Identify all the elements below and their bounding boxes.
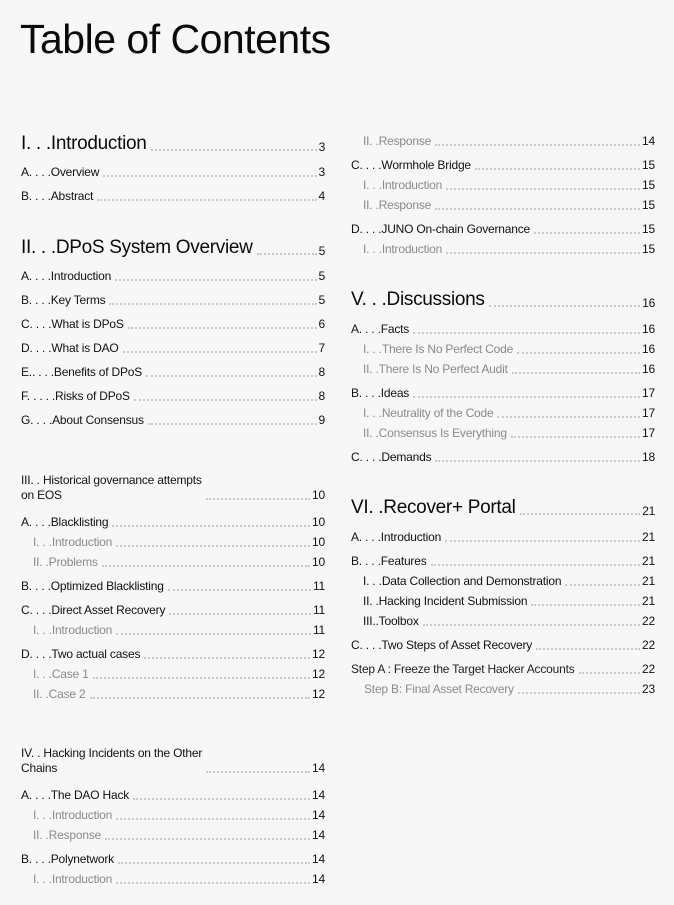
entry-number: C. . . . <box>351 158 382 172</box>
entry-label: Direct Asset Recovery <box>51 603 166 617</box>
entry-label: Key Terms <box>50 293 106 307</box>
page-number: 8 <box>318 365 325 379</box>
dot-leader <box>97 199 316 201</box>
page-number: 21 <box>642 554 655 568</box>
entry-label: Response <box>378 134 432 148</box>
entry-number: B. . . . <box>21 579 51 593</box>
entry-label: Discussions <box>386 289 485 310</box>
dot-leader <box>531 604 640 606</box>
entry-number: II. . <box>363 594 379 608</box>
entry-number: I. . . <box>363 178 382 192</box>
entry-number: B. . . . <box>21 852 51 866</box>
toc-entry[interactable] <box>351 594 655 609</box>
entry-number: II. . <box>33 828 49 842</box>
entry-number: I. . . <box>363 574 382 588</box>
page-number: 12 <box>312 647 325 661</box>
page-title: Table of Contents <box>20 16 331 62</box>
toc-entry[interactable] <box>21 828 325 843</box>
page-number: 15 <box>642 158 655 172</box>
page-number: 14 <box>312 761 325 775</box>
entry-label: Optimized Blacklisting <box>50 579 164 593</box>
heading-line-1 <box>21 473 202 488</box>
entry-label: DPoS System Overview <box>55 237 253 258</box>
entry-number: C. . . . <box>351 638 382 652</box>
page-number: 14 <box>312 828 325 842</box>
entry-label: Introduction <box>51 808 113 822</box>
entry-label: Ideas <box>380 386 410 400</box>
toc-entry[interactable] <box>351 178 655 193</box>
entry-label: Data Collection and Demonstration <box>381 574 562 588</box>
page-number: 16 <box>642 296 655 310</box>
page-number: 22 <box>642 662 655 676</box>
dot-leader <box>123 351 317 353</box>
dot-leader <box>116 818 310 820</box>
dot-leader <box>151 149 317 151</box>
entry-number: II. . <box>363 362 379 376</box>
page-number: 17 <box>642 386 655 400</box>
page-number: 10 <box>312 488 325 502</box>
entry-number: III.. <box>363 614 379 628</box>
entry-number: E.. . . . <box>21 365 54 379</box>
entry-label: Historical governance attempts <box>42 473 202 487</box>
dot-leader <box>102 565 310 567</box>
toc-entry[interactable] <box>351 406 655 421</box>
toc-entry[interactable] <box>21 413 325 428</box>
toc-entry[interactable] <box>351 222 655 237</box>
page-number: 21 <box>642 594 655 608</box>
dot-leader <box>512 372 640 374</box>
entry-label-continued: Chains <box>21 761 58 775</box>
entry-number: II. . <box>33 555 49 569</box>
toc-entry[interactable] <box>21 293 325 308</box>
entry-number: II. . <box>33 687 49 701</box>
entry-number: I. . . <box>363 406 382 420</box>
entry-label: Step A : Freeze the Target Hacker Accounts <box>351 662 575 676</box>
toc-entry[interactable] <box>21 623 325 638</box>
page-number: 14 <box>312 788 325 802</box>
dot-leader <box>257 253 317 255</box>
toc-entry[interactable] <box>21 341 325 356</box>
entry-label: Features <box>380 554 427 568</box>
toc-section-heading[interactable] <box>21 237 325 259</box>
page-number: 17 <box>642 426 655 440</box>
toc-entry[interactable] <box>21 808 325 823</box>
dot-leader <box>116 545 310 547</box>
entry-label: Introduction <box>381 178 443 192</box>
toc-entry[interactable] <box>21 365 325 380</box>
entry-number: A. . . . <box>351 322 381 336</box>
page-number: 14 <box>312 808 325 822</box>
entry-number: C. . . . <box>21 603 52 617</box>
entry-number: I. . . <box>33 623 52 637</box>
entry-number: I. . . <box>33 667 52 681</box>
entry-number: C. . . . <box>21 317 52 331</box>
entry-number: A. . . . <box>21 165 51 179</box>
toc-entry[interactable] <box>21 555 325 570</box>
toc-section-heading[interactable] <box>351 289 655 311</box>
dot-leader <box>112 525 310 527</box>
entry-label: Risks of DPoS <box>55 389 130 403</box>
entry-label: Neutrality of the Code <box>381 406 494 420</box>
entry-number: II. . <box>363 426 379 440</box>
toc-entry[interactable] <box>21 872 325 887</box>
dot-leader <box>206 771 310 773</box>
dot-leader <box>116 882 310 884</box>
toc-entry[interactable] <box>351 158 655 173</box>
page-number: 12 <box>312 687 325 701</box>
page-number: 23 <box>642 682 655 696</box>
entry-label: Toolbox <box>378 614 419 628</box>
dot-leader <box>520 513 641 515</box>
page-number: 16 <box>642 342 655 356</box>
toc-entry[interactable] <box>21 317 325 332</box>
heading-text <box>21 473 202 503</box>
entry-number: I. . . <box>33 808 52 822</box>
dot-leader <box>517 352 640 354</box>
dot-leader <box>565 584 640 586</box>
entry-number: II. . <box>363 198 379 212</box>
entry-label: Step B: Final Asset Recovery <box>364 682 514 696</box>
page-number: 15 <box>642 198 655 212</box>
toc-entry[interactable] <box>21 389 325 404</box>
toc-entry[interactable] <box>21 165 325 180</box>
entry-label: Introduction <box>51 623 113 637</box>
dot-leader <box>511 436 640 438</box>
toc-entry[interactable] <box>351 322 655 337</box>
dot-leader <box>435 144 640 146</box>
page-number: 14 <box>312 852 325 866</box>
dot-leader <box>148 423 317 425</box>
entry-label: Introduction <box>380 530 442 544</box>
toc-entry[interactable] <box>21 788 325 803</box>
page-number: 14 <box>642 134 655 148</box>
entry-label: JUNO On-chain Governance <box>381 222 531 236</box>
entry-label: There Is No Perfect Audit <box>378 362 508 376</box>
entry-label: What is DPoS <box>51 317 124 331</box>
entry-label: Case 1 <box>51 667 89 681</box>
entry-number: I. . . <box>363 342 382 356</box>
dot-leader <box>413 396 640 398</box>
page-number: 4 <box>318 189 325 203</box>
toc-entry[interactable] <box>351 426 655 441</box>
entry-label: Facts <box>380 322 410 336</box>
toc-entry[interactable] <box>351 386 655 401</box>
entry-label: Overview <box>50 165 100 179</box>
page-number: 5 <box>318 269 325 283</box>
entry-label: Introduction <box>381 242 443 256</box>
dot-leader <box>105 838 310 840</box>
dot-leader <box>536 648 640 650</box>
entry-number: B. . . . <box>351 554 381 568</box>
entry-label: About Consensus <box>52 413 144 427</box>
toc-section-heading[interactable] <box>351 497 655 519</box>
entry-number: V. . . <box>351 289 387 310</box>
dot-leader <box>423 624 640 626</box>
entry-number: A. . . . <box>21 269 51 283</box>
dot-leader <box>435 460 640 462</box>
dot-leader <box>144 657 310 659</box>
dot-leader <box>518 692 640 694</box>
toc-entry[interactable] <box>21 579 325 594</box>
dot-leader <box>168 589 311 591</box>
entry-number: A. . . . <box>351 530 381 544</box>
page-number: 14 <box>312 872 325 886</box>
toc-entry[interactable] <box>21 515 325 530</box>
toc-entry[interactable] <box>351 242 655 257</box>
toc-entry[interactable] <box>351 530 655 545</box>
page-number: 11 <box>312 579 325 593</box>
page-number: 15 <box>642 242 655 256</box>
dot-leader <box>446 252 640 254</box>
entry-number: I. . . <box>363 242 382 256</box>
entry-label: Two Steps of Asset Recovery <box>381 638 533 652</box>
toc-section-heading[interactable] <box>21 732 325 776</box>
entry-label: Abstract <box>50 189 94 203</box>
dot-leader <box>445 540 640 542</box>
entry-number: A. . . . <box>21 515 51 529</box>
entry-label: Introduction <box>50 133 147 154</box>
entry-label: Response <box>48 828 102 842</box>
page-number: 18 <box>642 450 655 464</box>
dot-leader <box>116 633 311 635</box>
entry-label: Polynetwork <box>50 852 114 866</box>
page-number: 10 <box>312 535 325 549</box>
page-number: 7 <box>318 341 325 355</box>
entry-label: There Is No Perfect Code <box>381 342 514 356</box>
page-number: 8 <box>318 389 325 403</box>
entry-number: II. . . <box>21 237 56 258</box>
entry-label: Wormhole Bridge <box>381 158 471 172</box>
toc-entry[interactable] <box>21 687 325 702</box>
page-number: 22 <box>642 638 655 652</box>
entry-number: B. . . . <box>21 189 51 203</box>
dot-leader <box>446 188 640 190</box>
toc-entry[interactable] <box>351 638 655 653</box>
dot-leader <box>497 416 640 418</box>
entry-number: F. . . . . <box>21 389 56 403</box>
page-number: 11 <box>312 603 325 617</box>
toc-section-heading[interactable] <box>21 459 325 503</box>
entry-number: D. . . . <box>351 222 382 236</box>
entry-number: II. . <box>363 134 379 148</box>
toc-entry[interactable] <box>351 450 655 465</box>
toc-entry[interactable] <box>351 574 655 589</box>
page-number: 10 <box>312 555 325 569</box>
entry-label: Response <box>378 198 432 212</box>
dot-leader <box>118 862 310 864</box>
entry-number: I. . . <box>33 872 52 886</box>
page-number: 17 <box>642 406 655 420</box>
entry-number: A. . . . <box>21 788 51 802</box>
dot-leader <box>146 375 316 377</box>
toc-entry[interactable] <box>21 535 325 550</box>
entry-label: Benefits of DPoS <box>53 365 143 379</box>
page-number: 22 <box>642 614 655 628</box>
page-number: 21 <box>642 530 655 544</box>
toc-entry[interactable] <box>21 647 325 662</box>
toc-section-heading[interactable] <box>21 133 325 155</box>
entry-label: Introduction <box>51 872 113 886</box>
toc-entry[interactable] <box>21 603 325 618</box>
entry-label: Blacklisting <box>50 515 109 529</box>
entry-label: Consensus Is Everything <box>378 426 507 440</box>
page-number: 5 <box>318 293 325 307</box>
entry-number: VI. . <box>351 497 384 518</box>
entry-label-continued: on EOS <box>21 488 62 502</box>
entry-label: Two actual cases <box>51 647 141 661</box>
dot-leader <box>435 208 640 210</box>
dot-leader <box>134 399 317 401</box>
dot-leader <box>93 677 310 679</box>
dot-leader <box>534 232 640 234</box>
toc-entry[interactable] <box>351 342 655 357</box>
page-number: 9 <box>318 413 325 427</box>
dot-leader <box>109 303 316 305</box>
toc-entry[interactable] <box>351 614 655 629</box>
dot-leader <box>489 305 641 307</box>
entry-number: I. . . <box>21 133 51 154</box>
dot-leader <box>431 564 641 566</box>
entry-label: Recover+ Portal <box>383 497 516 518</box>
dot-leader <box>90 697 311 699</box>
entry-label: Hacking Incidents on the Other <box>43 746 203 760</box>
page-number: 21 <box>642 504 655 518</box>
entry-label: Case 2 <box>48 687 86 701</box>
toc-entry[interactable] <box>351 134 655 149</box>
dot-leader <box>206 498 310 500</box>
page-number: 11 <box>312 623 325 637</box>
dot-leader <box>115 279 316 281</box>
page-number: 3 <box>318 140 325 154</box>
dot-leader <box>475 168 640 170</box>
entry-number: D. . . . <box>21 647 52 661</box>
entry-label: Introduction <box>50 269 112 283</box>
entry-label: Demands <box>381 450 432 464</box>
entry-number: D. . . . <box>21 341 52 355</box>
toc-entry[interactable] <box>351 362 655 377</box>
page-number: 16 <box>642 362 655 376</box>
entry-number: IV. . <box>21 746 44 760</box>
entry-number: C. . . . <box>351 450 382 464</box>
page-number: 21 <box>642 574 655 588</box>
dot-leader <box>133 798 310 800</box>
toc-entry[interactable] <box>351 662 655 677</box>
entry-label: Problems <box>48 555 98 569</box>
heading-line-1 <box>21 746 202 761</box>
dot-leader <box>579 672 641 674</box>
entry-number: I. . . <box>33 535 52 549</box>
page-number: 6 <box>318 317 325 331</box>
dot-leader <box>169 613 311 615</box>
dot-leader <box>413 332 640 334</box>
toc-entry[interactable] <box>21 667 325 682</box>
toc-entry[interactable] <box>351 198 655 213</box>
page-number: 3 <box>318 165 325 179</box>
entry-number: G. . . . <box>21 413 53 427</box>
entry-label: Introduction <box>51 535 113 549</box>
heading-text <box>21 746 202 776</box>
page-number: 10 <box>312 515 325 529</box>
entry-label: Hacking Incident Submission <box>378 594 528 608</box>
toc-entry[interactable] <box>351 682 655 697</box>
entry-label: What is DAO <box>51 341 119 355</box>
toc-entry[interactable] <box>21 189 325 204</box>
toc-entry[interactable] <box>21 852 325 867</box>
page-number: 5 <box>318 244 325 258</box>
entry-number: B. . . . <box>21 293 51 307</box>
toc-entry[interactable] <box>351 554 655 569</box>
dot-leader <box>128 327 317 329</box>
entry-label: The DAO Hack <box>50 788 130 802</box>
page-number: 15 <box>642 178 655 192</box>
entry-number: B. . . . <box>351 386 381 400</box>
page-number: 16 <box>642 322 655 336</box>
page-number: 15 <box>642 222 655 236</box>
page-number: 12 <box>312 667 325 681</box>
dot-leader <box>103 175 316 177</box>
entry-number: III. . <box>21 473 43 487</box>
toc-entry[interactable] <box>21 269 325 284</box>
